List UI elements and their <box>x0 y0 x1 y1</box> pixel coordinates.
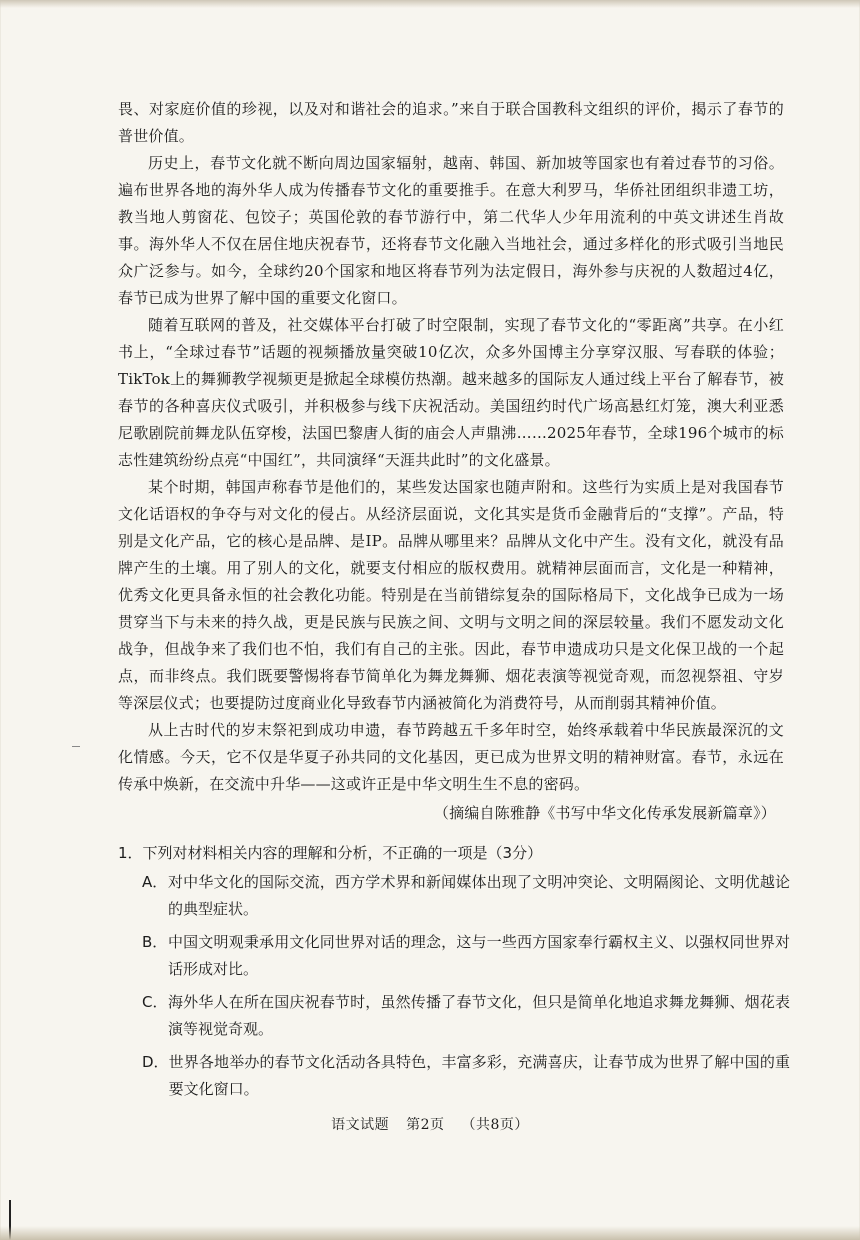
option-c[interactable] <box>142 989 790 1043</box>
option-letter: C． <box>142 993 168 1011</box>
footer-subject: 语文试题 <box>331 1117 390 1133</box>
paragraph-1: 畏、对家庭价值的珍视，以及对和谐社会的追求。”来自于联合国教科文组织的评价，揭示了春节的普世价值。 <box>118 100 784 145</box>
page-footer <box>0 1114 860 1134</box>
option-text: 对中华文化的国际交流，西方学术界和新闻媒体出现了文明冲突论、文明隔阂论、文明优越论的典型症状。 <box>168 873 790 918</box>
option-a[interactable] <box>142 869 790 923</box>
option-text: 中国文明观秉承用文化同世界对话的理念，这与一些西方国家奉行霸权主义、以强权同世界对话形成对比。 <box>168 933 790 978</box>
option-letter: A． <box>142 873 168 891</box>
page-top-edge <box>0 0 860 8</box>
question-stem: 1．下列对材料相关内容的理解和分析，不正确的一项是（3分） <box>118 844 543 862</box>
paragraph-5: 从上古时代的岁末祭祀到成功申遗，春节跨越五千多年时空，始终承载着中华民族最深沉的文化情感。今天，它不仅是华夏子孙共同的文化基因，更已成为世界文明的精神财富。春节，永远在传承中焕新，在交流中升华——这或许正是中华文明生生不息的密码。 <box>118 721 784 793</box>
paragraph-2: 历史上，春节文化就不断向周边国家辐射，越南、韩国、新加坡等国家也有着过春节的习俗。遍布世界各地的海外华人成为传播春节文化的重要推手。在意大利罗马，华侨社团组织非遗工坊，教当地人剪窗花、包饺子；英国伦敦的春节游行中，第二代华人少年用流利的中英文讲述生肖故事。海外华人不仅在居住地庆祝春节，还将春节文化融入当地社会，通过多样化的形式吸引当地民众广泛参与。如今，全球约20个国家和地区将春节列为法定假日，海外参与庆祝的人数超过4亿，春节已成为世界了解中国的重要文化窗口。 <box>118 154 784 307</box>
reading-passage <box>118 96 784 827</box>
paragraph-3: 随着互联网的普及，社交媒体平台打破了时空限制，实现了春节文化的“零距离”共享。在小红书上，“全球过春节”话题的视频播放量突破10亿次，众多外国博主分享穿汉服、写春联的体验；TikTok上的舞狮教学视频更是掀起全球模仿热潮。越来越多的国际友人通过线上平台了解春节，被春节的各种喜庆仪式吸引，并积极参与线下庆祝活动。美国纽约时代广场高悬红灯笼，澳大利亚悉尼歌剧院前舞龙队伍穿梭，法国巴黎唐人街的庙会人声鼎沸……2025年春节，全球196个城市的标志性建筑纷纷点亮“中国红”，共同演绎“天涯共此时”的文化盛景。 <box>118 316 784 469</box>
paragraph-4: 某个时期，韩国声称春节是他们的，某些发达国家也随声附和。这些行为实质上是对我国春节文化话语权的争夺与对文化的侵占。从经济层面说，文化其实是货币金融背后的“支撑”。产品，特别是文化产品，它的核心是品牌、是IP。品牌从哪里来？品牌从文化中产生。没有文化，就没有品牌产生的土壤。用了别人的文化，就要支付相应的版权费用。就精神层面而言，文化是一种精神，优秀文化更具备永恒的社会教化功能。特别是在当前错综复杂的国际格局下，文化战争已成为一场贯穿当下与未来的持久战，更是民族与民族之间、文明与文明之间的深层较量。我们不愿发动文化战争，但战争来了我们也不怕，我们有自己的主张。因此，春节申遗成功只是文化保卫战的一个起点，而非终点。我们既要警惕将春节简单化为舞龙舞狮、烟花表演等视觉奇观，而忽视祭祖、守岁等深层仪式；也要提防过度商业化导致春节内涵被简化为消费符号，从而削弱其精神价值。 <box>118 478 784 712</box>
footer-page-number: 第2页 <box>406 1117 445 1133</box>
option-d[interactable] <box>142 1049 790 1103</box>
option-text: 海外华人在所在国庆祝春节时，虽然传播了春节文化，但只是简单化地追求舞龙舞狮、烟花表演等视觉奇观。 <box>168 993 790 1038</box>
source-citation: （摘编自陈雅静《书写中华文化传承发展新篇章》） <box>433 804 776 822</box>
option-letter: D． <box>142 1053 169 1071</box>
question-1 <box>118 840 790 1109</box>
footer-total-pages: （共8页） <box>461 1117 529 1133</box>
page-bottom-edge <box>0 1226 860 1240</box>
option-text: 世界各地举办的春节文化活动各具特色，丰富多彩，充满喜庆，让春节成为世界了解中国的重要文化窗口。 <box>168 1053 790 1098</box>
option-letter: B． <box>142 933 168 951</box>
option-b[interactable] <box>142 929 790 983</box>
scan-mark <box>72 746 80 747</box>
